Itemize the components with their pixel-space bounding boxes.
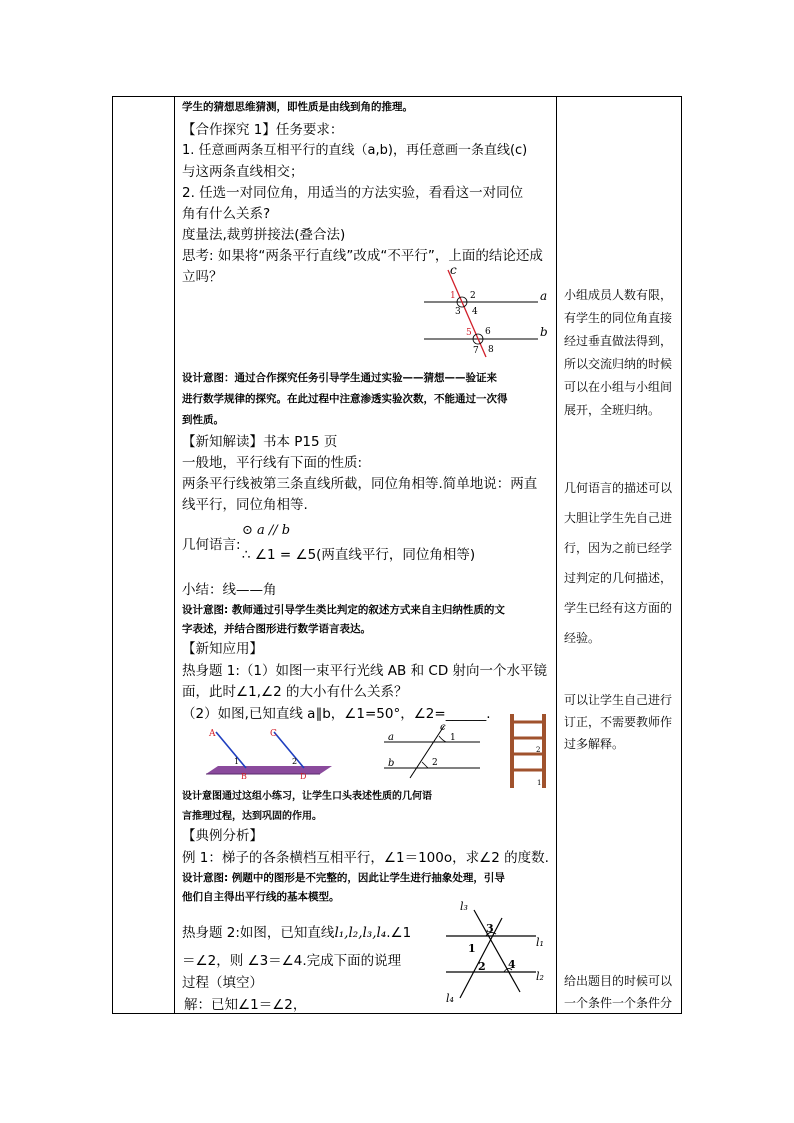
parallel-ab-figure bbox=[380, 722, 490, 778]
remark-1-line-3: 经过垂直做法得到， bbox=[564, 334, 673, 348]
warmup2-b: ＝∠2，则 ∠3＝∠4.完成下面的说理 bbox=[182, 953, 402, 969]
app-design-a: 设计意图通过这组小练习，让学生口头表述性质的几何语 bbox=[182, 791, 432, 802]
remark-1-line-6: 展开，全班归纳。 bbox=[564, 403, 661, 417]
line-l4 bbox=[460, 918, 502, 998]
line-c bbox=[448, 270, 486, 357]
remark-1-line-4: 所以交流归纳的时候 bbox=[564, 357, 673, 371]
reading-heading: 【新知解读】书本 P15 页 bbox=[182, 434, 338, 450]
example-design-a: 设计意图: 例题中的图形是不完整的，因此让学生进行抽象处理，引导 bbox=[182, 872, 505, 884]
app-q1b: 面，此时∠1,∠2 的大小有什么关系？ bbox=[182, 684, 408, 700]
example-heading: 【典例分析】 bbox=[182, 828, 263, 844]
light-mirror-figure bbox=[204, 726, 334, 782]
explore1-heading: 【合作探究 1】任务要求： bbox=[182, 122, 344, 138]
remark-3-line-1: 可以让学生自己进行 bbox=[564, 693, 673, 707]
warmup2-text: 热身题 2:如图，已知直线 bbox=[182, 925, 335, 941]
warmup2-vars: l₁,l₂,l₃,l₄ bbox=[334, 925, 387, 941]
remark-4-line-2: 一个条件一个条件分 bbox=[564, 996, 673, 1010]
remark-4-line-1: 给出题目的时候可以 bbox=[564, 974, 673, 988]
label-c: c bbox=[440, 722, 446, 733]
remark-1-line-2: 有学生的同位角直接 bbox=[564, 311, 673, 325]
label-3: 3 bbox=[486, 922, 494, 935]
label-l4: l₄ bbox=[446, 992, 454, 1005]
reading-line2a: 两条平行线被第三条直线所截，同位角相等.简单地说：两直 bbox=[182, 476, 538, 492]
label-1: 1 bbox=[234, 757, 240, 766]
angle-1-arc bbox=[439, 736, 446, 742]
angle-1: 1 bbox=[450, 291, 456, 301]
label-c: c bbox=[450, 263, 457, 277]
explore1-item1a: 1. 任意画两条互相平行的直线（a,b)，再任意画一条直线(c) bbox=[182, 143, 528, 158]
line-l3 bbox=[474, 910, 520, 992]
warmup2-c: 过程（填空） bbox=[182, 975, 263, 991]
remark-1-line-1: 小组成员人数有限， bbox=[564, 288, 673, 302]
label-1: 1 bbox=[468, 942, 476, 955]
warmup2-a bbox=[182, 923, 411, 943]
summary: 小结：线——角 bbox=[182, 582, 277, 598]
geo-label: 几何语言: bbox=[182, 537, 241, 553]
label-2: 2 bbox=[536, 746, 541, 754]
parallel-lines-figure bbox=[420, 262, 556, 362]
remark-3-line-3: 过多解释。 bbox=[564, 737, 625, 751]
reading-design-a: 设计意图: 教师通过引导学生类比判定的叙述方式来自主归纳性质的文 bbox=[182, 604, 505, 616]
explore1-item2a: 2. 任选一对同位角，用适当的方法实验，看看这一对同位 bbox=[182, 185, 524, 201]
explore1-design-b: 进行数学规律的探究。在此过程中注意渗透实验次数，不能通过一次得 bbox=[182, 393, 508, 405]
label-b: b bbox=[540, 325, 548, 339]
label-C: C bbox=[270, 729, 277, 739]
ray-ab bbox=[216, 732, 246, 768]
angle-4: 4 bbox=[472, 307, 478, 317]
column-divider-left bbox=[174, 96, 175, 1013]
label-l3: l₃ bbox=[460, 900, 468, 913]
warmup2-end: .∠1 bbox=[386, 925, 412, 941]
label-l1: l₁ bbox=[536, 936, 544, 949]
app-q2: （2）如图,已知直线 a∥b，∠1=50°，∠2=______. bbox=[182, 706, 491, 722]
remark-2-line-3: 行，因为之前已经学 bbox=[564, 541, 673, 555]
label-1: 1 bbox=[450, 733, 456, 743]
remark-1-line-5: 可以在小组与小组间 bbox=[564, 380, 673, 394]
label-a: a bbox=[540, 289, 548, 303]
reading-line1: 一般地，平行线有下面的性质: bbox=[182, 455, 363, 471]
remark-2-line-4: 过判定的几何描述， bbox=[564, 571, 673, 585]
remark-3-line-2: 订正，不需要教师作 bbox=[564, 715, 673, 729]
remark-2-line-2: 大胆让学生先自己进 bbox=[564, 511, 673, 525]
angle-8: 8 bbox=[488, 345, 494, 355]
explore1-design-c: 到性质。 bbox=[182, 414, 224, 426]
label-2: 2 bbox=[432, 758, 438, 768]
remark-2-line-6: 经验。 bbox=[564, 631, 601, 645]
intro-line: 学生的猜想思维猜测，即性质是由线到角的推理。 bbox=[182, 101, 413, 113]
remark-2-line-5: 学生已经有这方面的 bbox=[564, 601, 673, 615]
label-B: B bbox=[241, 772, 247, 781]
label-A: A bbox=[209, 729, 216, 739]
reading-line2b: 线平行，同位角相等. bbox=[182, 497, 308, 513]
remark-2-line-1: 几何语言的描述可以 bbox=[564, 481, 673, 495]
label-a: a bbox=[388, 732, 394, 743]
ray-cd bbox=[274, 732, 304, 768]
explore1-methods: 度量法,裁剪拼接法(叠合法) bbox=[182, 227, 346, 243]
angle-7: 7 bbox=[473, 346, 479, 356]
explore1-item1b: 与这两条直线相交； bbox=[182, 164, 304, 180]
reading-design-b: 字表述，并结合图形进行数学语言表达。 bbox=[182, 623, 371, 635]
column-divider-right bbox=[556, 96, 557, 1013]
line-c bbox=[410, 726, 444, 778]
mirror bbox=[206, 766, 332, 774]
geo-conclusion: ∴ ∠1 = ∠5(两直线平行，同位角相等) bbox=[242, 547, 476, 563]
app-design-b: 言推理过程，达到巩固的作用。 bbox=[182, 811, 322, 822]
ladder-figure bbox=[506, 712, 552, 790]
label-b: b bbox=[388, 758, 395, 769]
app-q1a: 热身题 1:（1）如图一束平行光线 AB 和 CD 射向一个水平镜 bbox=[182, 663, 548, 679]
example-1: 例 1：梯子的各条横档互相平行，∠1＝100o，求∠2 的度数. bbox=[182, 850, 549, 866]
label-D: D bbox=[300, 772, 307, 781]
label-2: 2 bbox=[478, 960, 486, 973]
angle-2-arc bbox=[422, 762, 428, 768]
explore1-think-b: 立吗？ bbox=[182, 269, 223, 285]
label-l2: l₂ bbox=[536, 970, 544, 983]
label-1: 1 bbox=[537, 779, 542, 787]
explore1-design-a: 设计意图：通过合作探究任务引导学生通过实验——猜想——验证来 bbox=[182, 372, 497, 384]
angle-2: 2 bbox=[470, 291, 476, 301]
angle-5: 5 bbox=[466, 328, 472, 338]
label-4: 4 bbox=[508, 958, 516, 971]
application-heading: 【新知应用】 bbox=[182, 641, 263, 657]
label-2: 2 bbox=[292, 757, 298, 766]
example-design-b: 他们自主得出平行线的基本模型。 bbox=[182, 891, 340, 903]
angle-3: 3 bbox=[455, 307, 461, 317]
four-lines-figure bbox=[446, 896, 552, 1008]
warmup2-solution: 解：已知∠1＝∠2， bbox=[184, 997, 307, 1013]
geo-given: ⊙ a // b bbox=[242, 523, 291, 538]
angle-6: 6 bbox=[485, 327, 491, 337]
explore1-think-a: 思考: 如果将“两条平行直线”改成“不平行”，上面的结论还成 bbox=[182, 248, 543, 264]
explore1-item2b: 角有什么关系? bbox=[182, 206, 271, 222]
